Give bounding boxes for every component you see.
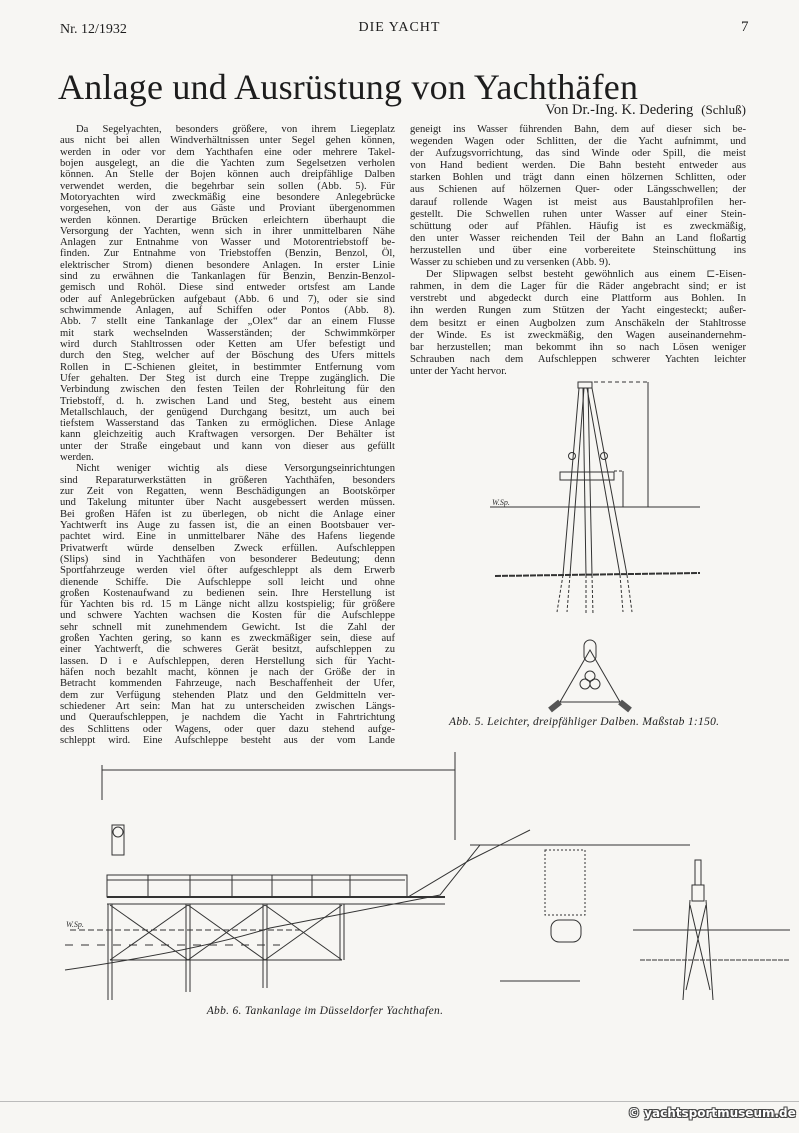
text-line: wird durch Stahltrossen oder Ketten am Ufer befestigt und xyxy=(60,338,395,350)
text-line: Bei großen Häfen ist zu überlegen, ob nicht die Anlage einer xyxy=(60,508,395,520)
text-line: finden. Zur Entnahme von Triebstoffen (Benzin, Benzol, Öl, xyxy=(60,248,395,260)
text-line: Ufer gehalten. Der Steg ist durch eine Treppe zugänglich. Die xyxy=(60,372,395,384)
text-line: darauf rollende Wagen ist meist aus Baustahlprofilen her- xyxy=(410,196,746,208)
text-line: wegenden Wagen oder Schlitten, der die Yacht aufnimmt, und xyxy=(410,136,746,148)
text-line: Wasser zu schieben und zu versenken (Abb. 9). xyxy=(410,257,611,269)
text-line: Triebstoff, d. h. zwischen Land und Steg, besteht aus einem xyxy=(60,395,395,407)
text-line: geneigt ins Wasser führenden Bahn, dem auf dieser sich be- xyxy=(410,124,746,135)
text-line: Rollen in ⊏-Schienen gleitet, in bestimmter Entfernung vom xyxy=(60,361,395,373)
text-line: Versorgung der Yachten, wenn sich in ihrer unmittelbaren Nähe xyxy=(60,225,395,237)
text-line: Abb. 7 stellt eine Tankanlage der „Olex“ dar an einem Flusse xyxy=(60,316,395,328)
text-line: Schrauben nach dem Aufschleppen schwerer Yachten leichter xyxy=(410,353,746,365)
text-line: einer Yachtwerft, die schweres Gerät besitzt, aufschleppen zu xyxy=(60,644,395,656)
text-line: können. An Stelle der Bojen können auch dreipfählige Dalben xyxy=(60,169,395,181)
figure-5-dalben-elevation xyxy=(490,382,700,615)
text-line: Betracht kommenden Fahrzeuge, nach Beschaffenheit der Ufer, xyxy=(60,678,395,690)
text-line: Privatwerft würde denselben Zweck erfüllen. Aufschleppen xyxy=(60,542,395,554)
text-line: schüttung oder auf Pfählen. Häufig ist es zweckmäßig, xyxy=(410,220,746,232)
text-line: von Hand bedient werden. Die Bahn besteht entweder aus xyxy=(410,160,746,172)
author: Von Dr.-Ing. K. Dedering xyxy=(545,102,694,118)
text-line: (Slips) sind in Yachthäfen von besonderer Bedeutung; denn xyxy=(60,553,395,565)
text-line: Verbindung zwischen den festen Teilen der Rohrleitung für den xyxy=(60,384,395,396)
text-line: großen Yachten gering, so kann es zweckmäßiger sein, diese auf xyxy=(60,633,395,645)
text-line: verstrebt und abgedeckt durch eine Plattform aus Bohlen. In xyxy=(410,293,746,305)
text-line: elektrischer Strom) dienen besondere Anlagen. In erster Linie xyxy=(60,259,395,271)
text-line: den unter Wasser reichenden Teil der Bahn an Land floßartig xyxy=(410,232,746,244)
text-line: mit stark wechselnden Wasserständen; der Schwimmkörper xyxy=(60,327,395,339)
text-line: dem zur Verfügung stehenden Platz und den Geldmitteln ver- xyxy=(60,689,395,701)
text-line: tiefstem Wasserstand das Tanken zu ermöglichen. Diese Anlage xyxy=(60,418,395,430)
fig5-waterline-label: W.Sp. xyxy=(492,498,510,507)
text-line: dem besitzt er einen Augbolzen zum Anschäkeln der Stahltrosse xyxy=(410,317,746,329)
text-line: herzustellen und über eine vorbereitete Steinschüttung ins xyxy=(410,244,746,256)
text-line: schwimmende Anlagen, auf Schiffen oder Pontos (Abb. 8). xyxy=(60,305,395,316)
text-line: dienende Schiffe. Die Aufschleppe soll leicht und ohne xyxy=(60,576,395,588)
text-line: und Takelung mitunter über Nacht ausgebessert werden müssen. xyxy=(60,497,395,509)
text-line: Anlagen zur Entnahme von Wasser und Motorentriebstoff be- xyxy=(60,237,395,249)
issue-number: Nr. 12/1932 xyxy=(60,22,127,37)
text-line: Sportfahrzeuge werden viel öfter aufgeschleppt als dem Erwerb xyxy=(60,565,395,577)
text-line: gemisch und Rohöl. Diese sind entweder ortsfest am Lande xyxy=(60,282,395,294)
figure-6-tank-installation xyxy=(65,752,790,1000)
text-line: aus Schienen auf hölzernen Quer- oder Längsschwellen; der xyxy=(410,184,746,196)
text-line: werden in oder vor dem Yachthafen eine oder mehrere Takel- xyxy=(60,146,395,158)
text-line: ihn werden Rungen zum Stützen der Yacht eingesteckt; außer- xyxy=(410,305,746,317)
text-line: und schwere Yachten wachsen die Kosten für die Aufschleppe xyxy=(60,610,395,622)
figure-5-caption: Abb. 5. Leichter, dreipfähliger Dalben. Maßstab 1:150. xyxy=(449,716,720,728)
magazine-name: DIE YACHT xyxy=(358,20,441,35)
figure-6-caption: Abb. 6. Tankanlage im Düsseldorfer Yachthafen. xyxy=(206,1005,444,1017)
text-line: lassen. D i e Aufschleppen, deren Herstellung sich für Yacht- xyxy=(60,655,395,667)
watermark: © yachtsportmuseum.de xyxy=(628,1106,796,1120)
article-title: Anlage und Ausrüstung von Yachthäfen xyxy=(58,67,639,107)
footer-rule xyxy=(0,1101,799,1102)
text-line: sehr schnell mit zunehmendem Gewicht. Ist die Zahl der xyxy=(60,621,395,633)
text-line: pachtet wird. Eine in unmittelbarer Nähe des Hafens liegende xyxy=(60,531,395,543)
continuation-note: (Schluß) xyxy=(701,102,746,117)
text-line: Da Segelyachten, besonders größere, von ihrem Liegeplatz xyxy=(76,124,395,135)
text-line: sind zu erwähnen die Tankanlagen für Benzin, Benzin-Benzol- xyxy=(60,271,395,283)
text-line: kann gleichzeitig auch Kraftwagen versorgen. Der Behälter ist xyxy=(60,429,395,441)
text-line: und Queraufschleppen, je nachdem die Yacht in Fahrtrichtung xyxy=(60,712,395,724)
figure-5-dalben-plan-view xyxy=(550,640,630,710)
text-line: schleppt wird. Eine Aufschleppe besteht aus der vom Lande xyxy=(60,734,395,746)
fig6-waterline-label: W.Sp. xyxy=(66,920,84,929)
text-line: häfen noch bezahlt macht, können je nach der Größe der in xyxy=(60,667,395,678)
text-line: der Winde. Es ist zweckmäßig, den Wagen auseinandernehm- xyxy=(410,329,746,341)
text-line: verwendet werden, die begehrbar sein sollen (Abb. 5). Für xyxy=(60,180,395,192)
text-line: großen Kostenaufwand zu bedienen sein. Ihre Herstellung ist xyxy=(60,587,395,599)
text-line: rahmen, in dem die Lager für die Räder angebracht sind; er ist xyxy=(410,281,746,293)
text-line: sind Reparaturwerkstätten in größeren Yachthäfen, besonders xyxy=(60,474,395,486)
text-line: für Yachten bis rd. 15 m Länge nicht allzu kostspielig; für größere xyxy=(60,599,395,611)
text-line: Nicht weniger wichtig als diese Versorgungseinrichtungen xyxy=(76,463,395,475)
text-line: starken Bohlen und trägt dann einen hölzernen Schlitten, oder xyxy=(410,172,746,184)
text-line: bojen ausgelegt, an die die Yachten zum Segelsetzen verholen xyxy=(60,157,395,169)
text-line: Yachtwerft ins Auge zu fassen ist, die an einen Bootsbauer ver- xyxy=(60,519,395,531)
text-line: Der Slipwagen selbst besteht gewöhnlich aus einem ⊏-Eisen- xyxy=(426,269,746,281)
text-line: bar herzustellen; man bekommt ihn so nach Lösen weniger xyxy=(410,341,746,353)
text-line: gestellt. Die Schwellen ruhen unter Wasser auf einer Stein- xyxy=(410,208,746,220)
text-line: werden. xyxy=(60,452,94,464)
text-line: zur Zeit von Regatten, wenn Beschädigungen an Bootskörper xyxy=(60,486,395,497)
text-line: unter der Yacht hervor. xyxy=(410,365,507,377)
text-line: schiedener Art sein: Man hat zu unterscheiden zwischen Längs- xyxy=(60,700,395,712)
text-line: vorgesehen, von der aus Gäste und Proviant übergenommen xyxy=(60,203,395,215)
text-line: der Aufzugsvorrichtung, das sind Winde oder Spill, die meist xyxy=(410,148,746,160)
text-line: Motoryachten wird zweckmäßig eine besondere Anlegebrücke xyxy=(60,191,395,203)
text-line: des Schlittens oder Wagens, oder quer dazu stehend aufge- xyxy=(60,723,395,735)
page-number: 7 xyxy=(741,19,749,35)
text-line: Metallschlauch, der genügend Durchgang besitzt, um auch bei xyxy=(60,406,395,418)
text-line: oder auf Anlegebrücken aufgebaut (Abb. 6 und 7), oder sie sind xyxy=(60,293,395,305)
text-line: aus nicht bei allen Windverhältnissen unter Segel gehen können, xyxy=(60,135,395,147)
text-line: werden können. Derartige Brücken erleichtern überhaupt die xyxy=(60,214,395,226)
text-line: durch den Steg, welcher auf der Böschung des Ufers mittels xyxy=(60,350,395,362)
text-line: unter der Straße eingebaut und kann von dieser aus gefüllt xyxy=(60,440,395,452)
